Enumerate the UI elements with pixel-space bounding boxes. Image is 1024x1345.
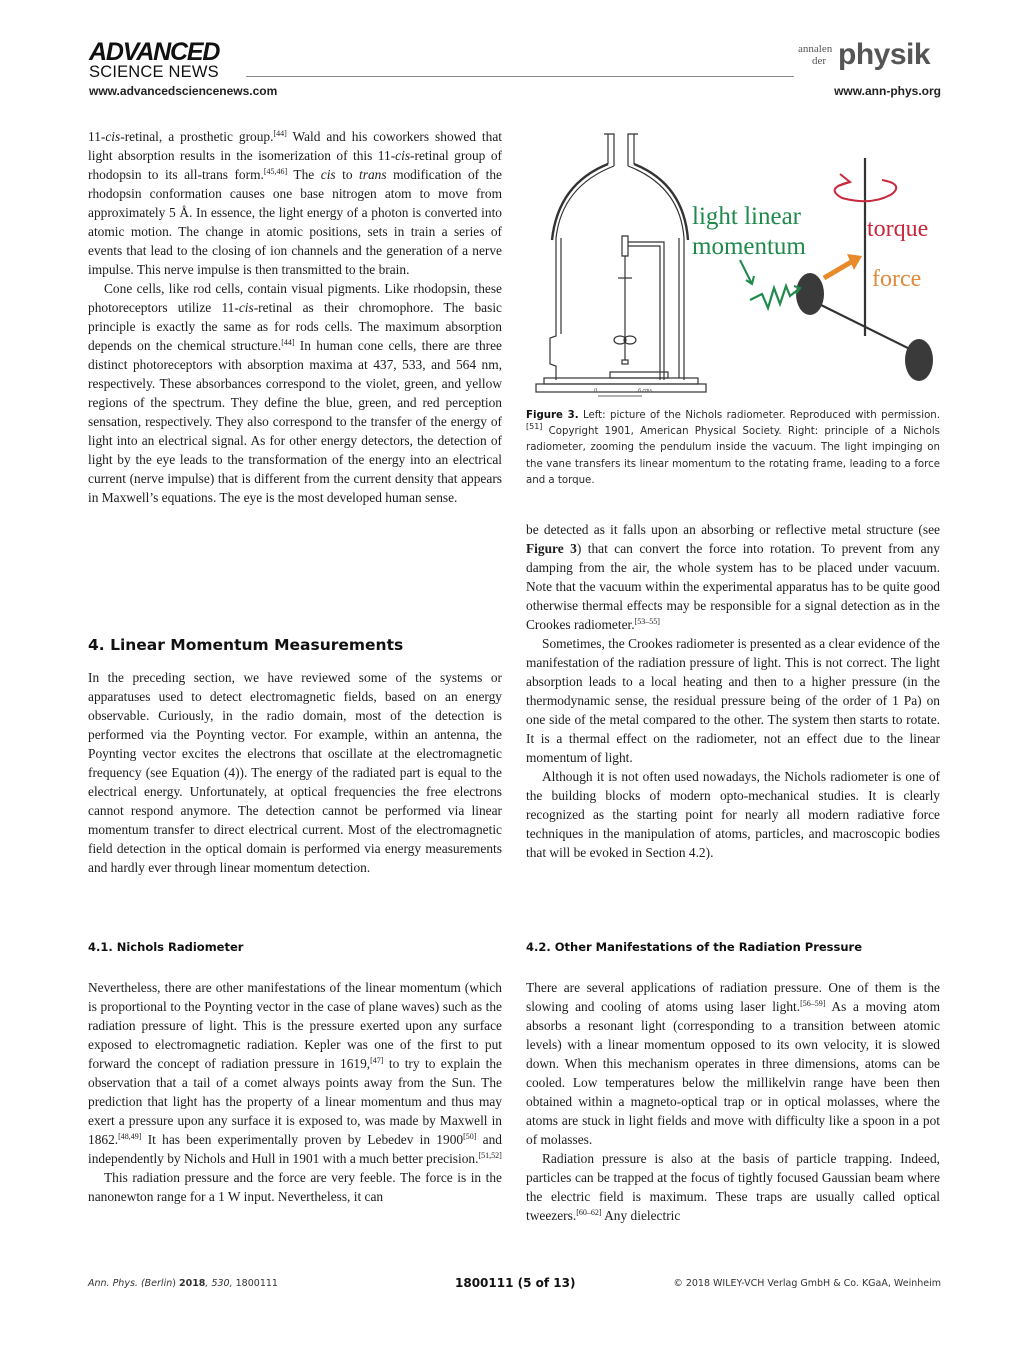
section-4-2-heading: 4.2. Other Manifestations of the Radiation Pressure [526, 940, 863, 954]
figure-3-caption [526, 408, 940, 489]
text-run: Wald and his coworkers showed that light absorption results in the isomerization of this 11- [88, 129, 503, 163]
text-run: There are several applications of radiation pressure. One of them is the slowing and cooling of atoms using laser light. [526, 980, 940, 1014]
text-run: Cone cells, like rod cells, contain visual pigments. Like rhodopsin, these photoreceptors utilize 11- [88, 281, 502, 315]
label-light-linear: light linear [692, 203, 801, 230]
citation-44[interactable]: [44] [273, 129, 287, 138]
citation-50[interactable]: [50] [463, 1132, 477, 1141]
text-run: to [335, 167, 360, 182]
section-4-heading: 4. Linear Momentum Measurements [88, 636, 404, 654]
footer-citation [88, 1278, 278, 1289]
citation-56-59[interactable]: [56–59] [800, 999, 826, 1008]
text-run: -retinal as their chromophore. The basic principle is exactly the same as for rods cells. The maximum absorption depends on the chemical structure. [88, 300, 502, 353]
text-run: Copyright 1901, American Physical Society. Right: principle of a Nichols radiometer, zooming the pendulum inside the vacuum. The light impinging on the vane transfers its linear momentum to the rotating frame, leading to a force and a torque. [526, 426, 940, 486]
text-run: ) that can convert the force into rotation. To prevent from any damping from the air, the whole system has to be placed under vacuum. Note that the vacuum within the experimental apparatus has to be quite good otherwise thermal effects may be responsible for a signal detection as in the Crookes radiometer. [526, 541, 941, 632]
journal-logo-physik: physik [838, 38, 931, 71]
text-italic: Ann. Phys. ( [88, 1278, 145, 1289]
figure-3-illustration [532, 128, 944, 398]
citation-53-55[interactable]: [53–55] [634, 617, 660, 626]
section-4-2-body [526, 978, 940, 1225]
citation-51-52[interactable]: [51,52] [478, 1151, 502, 1160]
paragraph-retinal [88, 127, 502, 279]
caption-label: Figure 3. [526, 410, 579, 421]
text-run: -retinal group of rhodopsin to its all-trans form. [88, 148, 502, 182]
text-run: 11- [88, 129, 106, 144]
paragraph-building-blocks: Although it is not often used nowadays, the Nichols radiometer is one of the building blocks of modern opto-mechanical studies. It is clearly recognized as the starting point for nearly all modern radiative force techniques in the manipulation of atoms, particles, and macroscopic bodies that will be evoked in Section 4.2). [526, 769, 940, 860]
text-italic: cis [320, 167, 336, 182]
publisher-logo [89, 40, 219, 81]
scale-start-label: 0 [594, 388, 597, 394]
footer-copyright: © 2018 WILEY-VCH Verlag GmbH & Co. KGaA, Weinheim [673, 1278, 941, 1289]
light-wave-icon [750, 286, 800, 308]
text-italic: Berlin [144, 1278, 173, 1289]
text-run: -retinal, a prosthetic group. [120, 129, 274, 144]
header-divider [246, 76, 794, 77]
text-run: ) [172, 1278, 179, 1289]
citation-51[interactable]: [51] [526, 422, 543, 432]
text-run: modification of the rhodopsin conformation causes one base nitrogen atom to move from approximately 5 Å. In essence, the light energy of a photon is converted into atomic motion. The change in atomic positions, sets in train a series of events that lead to the closing of ion channels and the generation of a nerve impulse. This nerve impulse is then transmitted to the brain. [88, 167, 502, 277]
paragraph-cone-cells [88, 279, 502, 507]
brand-science-news: SCIENCE NEWS [89, 63, 219, 81]
citation-48-49[interactable]: [48,49] [118, 1132, 142, 1141]
label-torque: torque [867, 216, 929, 242]
paragraph-particle-trapping [526, 1149, 940, 1225]
citation-volume: , 530, [205, 1278, 236, 1289]
text-italic: cis [395, 148, 411, 163]
paragraph-detected [526, 520, 940, 634]
paragraph-preceding-section: In the preceding section, we have reviewed some of the systems or apparatuses used to detect electromagnetic fields, based on an energy observable. Curiously, in the radio domain, most of the detection is performed via the Poynting vector. For example, within an antenna, the Poynting vector excites the electrons that oscillate at the electromagnetic frequency (see Equation (4)). The energy of the radiated part is equal to the electrical energy. Unfortunately, at optical frequencies the free electrons cannot respond anymore. The detection cannot be performed via linear momentum transfer to direct electrical current. Most of the electromagnetic field detection in the optical domain is performed via energy measurements and hardly ever through linear momentum detection. [88, 670, 502, 875]
text-italic: trans [359, 167, 387, 182]
citation-45-46[interactable]: [45,46] [263, 167, 288, 176]
journal-url[interactable]: www.ann-phys.org [834, 84, 941, 98]
text-run: to try to explain the observation that a tail of a comet always points away from the Sun. The prediction that light has the property of a linear momentum and thus may exert a pressure upon any surface it is exposed to, was made by Maxwell in 1862. [88, 1056, 502, 1147]
text-run: Any dielectric [601, 1208, 681, 1223]
vane-back [905, 339, 933, 381]
text-run: The [287, 167, 321, 182]
figure-3 [532, 128, 944, 398]
citation-article: 1800111 [235, 1278, 278, 1289]
text-run: As a moving atom absorbs a resonant light (corresponding to a transition between atomic levels) with a linear momentum opposed to its own velocity, it is slowed down. When this mechanism operates in three dimensions, atoms can be cooled. Low temperatures below the millikelvin range have been then obtained within a magneto-optical trap or in optical molasses, where the atoms are stuck in light fields and move with difficulty like a spoon in a pot of molasses. [526, 999, 940, 1147]
journal-logo [798, 38, 943, 76]
text-run: It has been experimentally proven by Lebedev in 1900 [141, 1132, 464, 1147]
page-number: 1800111 (5 of 13) [455, 1276, 576, 1290]
text-italic: cis [238, 300, 254, 315]
text-run: Left: picture of the Nichols radiometer. Reproduced with permission. [578, 410, 941, 421]
text-italic: cis [105, 129, 121, 144]
right-column [526, 520, 940, 862]
brand-advanced: ADVANCED [89, 38, 220, 66]
label-force: force [872, 266, 922, 292]
section-4-1-heading: 4.1. Nichols Radiometer [88, 940, 244, 954]
text-run: In human cone cells, there are three distinct photoreceptors with absorption maxima at 437, 533, and 564 nm, respectively. These absorbances correspond to the violet, green, and yellow regions of the spectrum. They define the blue, green, and red perception sensation, respectively. They also correspond to the transfer of the energy of light into an electrical signal. As for other energy detectors, the detection of light by the eye leads to the transformation of the energy into an electrical current (nerve impulse) that is different from the current density that appears in Maxwell’s equations. The eye is the most developed human sense. [88, 338, 502, 505]
journal-logo-der: der [812, 55, 827, 67]
text-run: be detected as it falls upon an absorbing or reflective metal structure (see [526, 522, 940, 537]
citation-44[interactable]: [44] [281, 338, 295, 347]
citation-47[interactable]: [47] [370, 1056, 384, 1065]
paragraph-crookes: Sometimes, the Crookes radiometer is presented as a clear evidence of the manifestation of the radiation pressure of light. This is not correct. The light absorption leads to a local heating and then to a higher pressure (in the thermodynamic sense, the residual pressure being of the order of 1 Pa) on one side of the metal compared to the other. The system then starts to rotate. It is a thermal effect on the radiometer, not an effect due to the linear momentum of light. [526, 636, 940, 765]
figure-3-reference[interactable]: Figure 3 [526, 541, 577, 556]
paragraph-applications [526, 978, 940, 1149]
label-light-linear-momentum [692, 202, 806, 262]
nichols-radiometer-drawing [536, 134, 706, 392]
section-4-body [88, 668, 502, 877]
label-momentum: momentum [692, 233, 806, 260]
text-run: Nevertheless, there are other manifestations of the linear momentum (which is proportional to the Poynting vector in the case of plane waves) such as the radiation pressure of light. This is the pressure exerted upon any surface exposed to electromagnetic radiation. Kepler was one of the first to put forward the concept of radiation pressure in 1619, [88, 980, 502, 1071]
vane-front [796, 273, 824, 315]
left-column [88, 127, 502, 507]
text-run: and independently by Nichols and Hull in 1901 with a much better precision. [88, 1132, 502, 1166]
journal-logo-annalen: annalen [798, 43, 833, 55]
paragraph-nevertheless [88, 978, 502, 1168]
text-run: Radiation pressure is also at the basis of particle trapping. Indeed, particles can be trapped at the focus of tightly focused Gaussian beam where the electric field is maximum. These traps are usually called optical tweezers. [526, 1151, 940, 1223]
publisher-url[interactable]: www.advancedsciencenews.com [89, 84, 278, 98]
citation-60-62[interactable]: [60–62] [576, 1208, 602, 1217]
scale-end-label: 6 cms. [638, 388, 654, 394]
section-4-1-body [88, 978, 502, 1206]
citation-year: 2018 [178, 1278, 206, 1289]
paragraph-feeble-force: This radiation pressure and the force are very feeble. The force is in the nanonewton range for a 1 W input. Nevertheless, it can [88, 1170, 502, 1204]
